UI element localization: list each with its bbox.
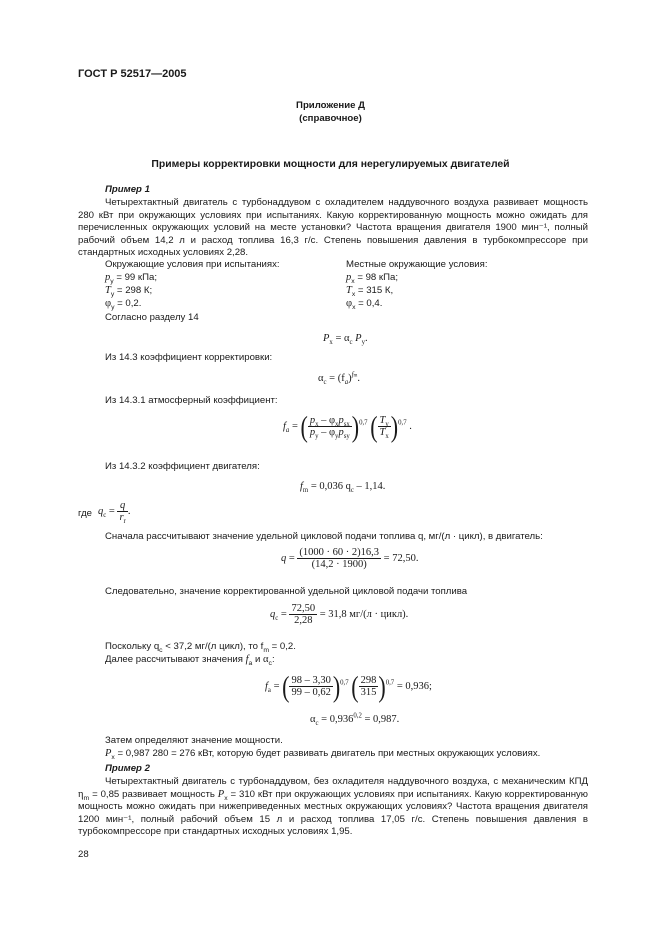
test-pressure: $p_у = 99$ кПа; — [105, 272, 158, 285]
formula-fuel-qc: $q_c$ = $\frac{72,50}{2,28}$ = 31,8 мг/(л · цикл). — [270, 603, 409, 626]
formula-correction-factor: $\alpha_c = (f_a)^{fm}$. — [318, 371, 361, 387]
appendix-subtitle: (справочное) — [299, 113, 362, 124]
test-conditions-label: Окружающие условия при испытаниях: — [105, 259, 280, 270]
per-section-text: Согласно разделу 14 — [105, 312, 199, 323]
first-calc-text: Сначала рассчитывают значение удельной цикловой подачи топлива q, мг/(л · цикл), в двигатель: — [105, 531, 543, 542]
from-14-3-2-text: Из 14.3.2 коэффициент двигателя: — [105, 461, 260, 472]
site-temperature: $T_x = 315$ К, — [346, 285, 394, 298]
appendix-title: Приложение Д — [296, 100, 365, 111]
where-text: где — [78, 508, 93, 519]
result-text: $P_x = 0,987$ 280 = 276 кВт, которую будет развивать двигатель при местных окружающих условиях. — [105, 748, 541, 761]
from-14-3-text: Из 14.3 коэффициент корректировки: — [105, 352, 273, 363]
site-humidity: $\varphi_x = 0,4$. — [346, 298, 383, 311]
site-conditions-label: Местные окружающие условия: — [346, 259, 488, 270]
document-title: ГОСТ Р 52517—2005 — [78, 68, 187, 80]
formula-fa-value: $f_a$ = ( $\frac{98 - 3,30}{99 - 0,62}$ )$^{0,7}$ ( $\frac{298}{315}$ )$^{0,7}$ = 0,936; — [265, 668, 432, 703]
formula-fuel-q: q = $\frac{(1000 \cdot 60 \cdot 2)16,3}{(14,2 \cdot 1900)}$ = 72,50. — [281, 547, 419, 570]
since-text: Поскольку $q_c < 37,2$ мг/(л цикл), то $f_m = 0,2$. — [105, 641, 296, 654]
formula-alpha-value: $\alpha_c = 0,936^{0,2} = 0,987$. — [310, 712, 400, 728]
formula-engine-factor: $f_m = 0,036$ $q_c - 1,14$. — [300, 481, 386, 495]
consequently-text: Следовательно, значение корректированной удельной цикловой подачи топлива — [105, 586, 468, 597]
test-humidity: $\varphi_у = 0,2$. — [105, 298, 142, 311]
section-title: Примеры корректировки мощности для нерегулируемых двигателей — [151, 159, 510, 170]
page-number: 28 — [78, 849, 89, 860]
from-14-3-1-text: Из 14.3.1 атмосферный коэффициент: — [105, 395, 278, 406]
then-text: Далее рассчитывают значения $f_a$ и $\alpha_c$: — [105, 654, 275, 667]
example1-paragraph: Четырехтактный двигатель с турбонаддувом с охладителем наддувочного воздуха развивает мощность 280 кВт при окружающих условиях при испытаниях. Какую корректированную мощность можно ожидать для перечисленных окружающих условий на месте установки? Частота вращения двигателя 1900 мин⁻¹, полный рабочий объем 14,2 л и расход топлива 16,3 г/с. Степень повышения давления в турбокомпрессоре при стандартных исходных условиях 2,28. — [78, 197, 588, 259]
power-def-text: Затем определяют значение мощности. — [105, 735, 283, 746]
example2-heading: Пример 2 — [105, 763, 150, 774]
example1-heading: Пример 1 — [105, 184, 150, 195]
formula-qc-definition: $q_c$ = $\frac{q}{r_r}$ . — [98, 500, 131, 526]
example2-paragraph: Четырехтактный двигатель с турбонаддувом, без охладителя наддувочного воздуха, с механическим КПД $\eta_m = 0,85$ развивает мощность $P_x = 310$ кВт при окружающих условиях при испытаниях. Какую корректированную мощность можно ожидать при нижеприведенных местных окружающих условиях? Частота вращения двигателя 1200 мин⁻¹, полный рабочий объем 15 л и расход топлива 17,05 г/с. Степень повышения давления в турбокомпрессоре при стандартных исходных условиях 1,95. — [78, 776, 588, 838]
formula-power-correction: $P_x = \alpha_c$ $P_y$. — [323, 333, 368, 347]
test-temperature: $T_у = 298$ К; — [105, 285, 153, 298]
site-pressure: $p_x = 98$ кПа; — [346, 272, 399, 285]
formula-atmospheric-factor: $f_a$ = ( $\frac{p_x - \varphi_xp_{sx}}{p_y - \varphi_yp_{sy}}$ )$^{0,7}$ ( $\frac{T_y}{T_x}$ )$^{0,7}$ . — [283, 408, 412, 443]
